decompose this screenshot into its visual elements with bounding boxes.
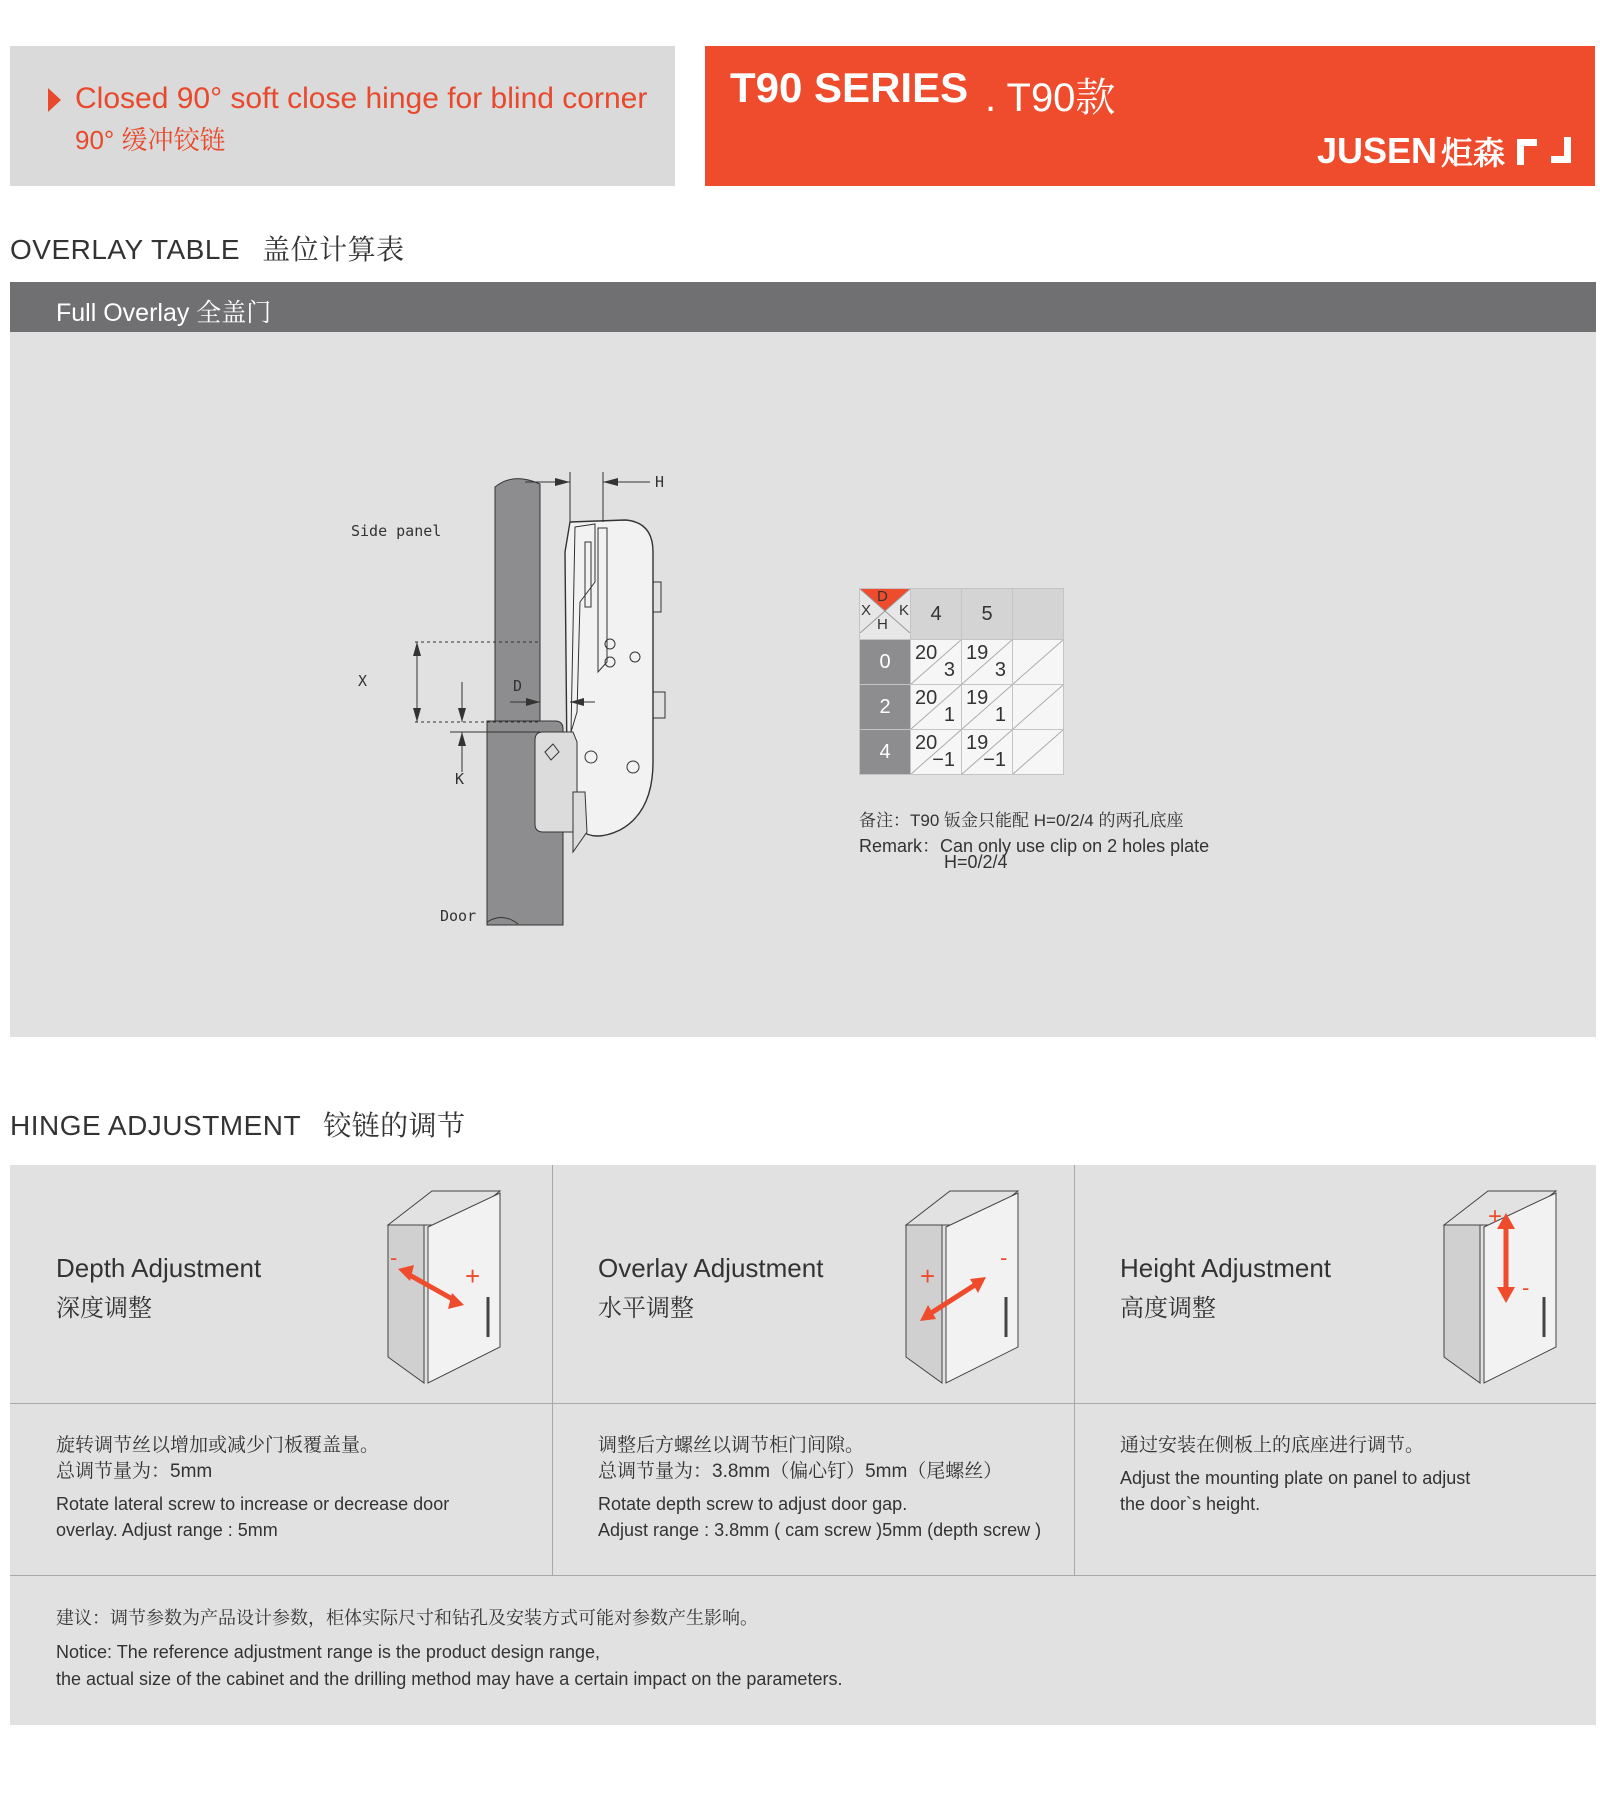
overlay-desc-cn1: 调整后方螺丝以调节柜门间隙。 bbox=[598, 1435, 865, 1456]
table-cell-empty bbox=[1013, 730, 1064, 775]
overlay-title-en: Overlay Adjustment bbox=[598, 1253, 824, 1283]
minus-sign: - bbox=[1522, 1275, 1530, 1300]
adjustment-section-title bbox=[10, 1104, 466, 1144]
cell-k: 1 bbox=[943, 704, 955, 726]
cabinet-overlay-icon bbox=[898, 1187, 1038, 1387]
notice-en1: Notice: The reference adjustment range is the product design range, bbox=[56, 1642, 600, 1662]
door-label: Door bbox=[440, 907, 477, 925]
cell-x: 19 bbox=[966, 642, 989, 664]
overlay-description bbox=[598, 1433, 1041, 1543]
cell-k: −1 bbox=[983, 749, 1006, 771]
plus-sign: + bbox=[920, 1261, 936, 1291]
cell-k: −1 bbox=[932, 749, 955, 771]
depth-description bbox=[56, 1433, 449, 1543]
divider bbox=[10, 1403, 1596, 1404]
table-corner-cell bbox=[860, 589, 911, 640]
k-dim-label: K bbox=[455, 770, 465, 788]
triangle-bullet-icon bbox=[48, 88, 61, 112]
overlay-panel bbox=[10, 332, 1596, 1037]
height-desc-cn1: 通过安装在侧板上的底座进行调节。 bbox=[1120, 1435, 1425, 1456]
remark-en: Remark：Can only use clip on 2 holes plate bbox=[859, 836, 1210, 856]
full-overlay-label: Full Overlay 全盖门 bbox=[56, 299, 272, 327]
column-header: 5 bbox=[962, 589, 1013, 640]
corner-d: D bbox=[877, 588, 888, 605]
remark-en-range: H=0/2/4 bbox=[944, 852, 1008, 872]
cell-x: 20 bbox=[915, 732, 938, 754]
hinge-diagram bbox=[351, 432, 715, 932]
hinge-drawing-icon bbox=[395, 432, 715, 932]
series-banner bbox=[705, 46, 1595, 186]
product-title-cn: 90° 缓冲铰链 bbox=[75, 125, 226, 155]
d-dim-label: D bbox=[513, 677, 523, 695]
table-row bbox=[860, 730, 1064, 775]
cell-x: 19 bbox=[966, 732, 989, 754]
depth-desc-en2: overlay. Adjust range : 5mm bbox=[56, 1520, 278, 1540]
table-cell bbox=[911, 640, 962, 685]
plus-sign: + bbox=[1488, 1203, 1503, 1230]
x-dim-label: X bbox=[358, 672, 368, 690]
height-desc-en1: Adjust the mounting plate on panel to adjust bbox=[1120, 1468, 1471, 1488]
cell-k: 3 bbox=[943, 659, 955, 681]
notice-en2: the actual size of the cabinet and the drilling method may have a certain impact on the parameters. bbox=[56, 1669, 843, 1689]
adjustment-panel bbox=[10, 1165, 1596, 1725]
overlay-section-title bbox=[10, 228, 405, 268]
table-cell-empty bbox=[1013, 685, 1064, 730]
table-cell bbox=[962, 685, 1013, 730]
depth-desc-cn1: 旋转调节丝以增加或减少门板覆盖量。 bbox=[56, 1435, 380, 1456]
cell-k: 1 bbox=[994, 704, 1006, 726]
table-cell bbox=[911, 730, 962, 775]
cabinet-depth-icon bbox=[380, 1187, 520, 1387]
height-adjustment-card bbox=[1074, 1165, 1596, 1403]
corner-k: K bbox=[898, 602, 909, 619]
h-dim-label: H bbox=[655, 473, 665, 491]
table-row bbox=[860, 685, 1064, 730]
remark-cn: 备注：T90 钣金只能配 H=0/2/4 的两孔底座 bbox=[859, 811, 1184, 830]
brand-name-cn: 炬森 bbox=[1440, 135, 1505, 171]
height-title-en: Height Adjustment bbox=[1120, 1253, 1332, 1283]
overlay-table bbox=[859, 588, 1064, 775]
overlay-desc-cn2: 总调节量为：3.8mm（偏心钉）5mm（尾螺丝） bbox=[598, 1461, 1003, 1482]
minus-sign: - bbox=[390, 1245, 398, 1270]
overlay-desc-en1: Rotate depth screw to adjust door gap. bbox=[598, 1494, 908, 1514]
depth-title-cn: 深度调整 bbox=[56, 1295, 152, 1322]
side-panel-label: Side panel bbox=[351, 522, 442, 540]
depth-adjustment-card bbox=[10, 1165, 552, 1403]
full-overlay-bar bbox=[10, 282, 1596, 332]
series-name: T90 SERIES bbox=[730, 64, 969, 111]
column-header: 4 bbox=[911, 589, 962, 640]
minus-sign: - bbox=[1000, 1245, 1008, 1270]
adjustment-title-en: HINGE ADJUSTMENT bbox=[10, 1110, 302, 1141]
model-name: . T90款 bbox=[985, 76, 1116, 120]
row-header: 4 bbox=[860, 730, 911, 775]
height-desc-en2: the door`s height. bbox=[1120, 1494, 1261, 1514]
divider bbox=[10, 1575, 1596, 1576]
table-cell bbox=[911, 685, 962, 730]
brand-name: JUSEN bbox=[1316, 130, 1437, 171]
table-cell bbox=[962, 730, 1013, 775]
overlay-title-cn: 水平调整 bbox=[598, 1295, 694, 1322]
product-title-box bbox=[10, 46, 675, 186]
brand-logo bbox=[1317, 128, 1573, 174]
brand-mark-icon bbox=[1515, 135, 1573, 167]
row-header: 0 bbox=[860, 640, 911, 685]
cell-x: 20 bbox=[915, 687, 938, 709]
table-row bbox=[860, 640, 1064, 685]
depth-title-en: Depth Adjustment bbox=[56, 1253, 262, 1283]
row-header: 2 bbox=[860, 685, 911, 730]
notice-cn: 建议：调节参数为产品设计参数，柜体实际尺寸和钻孔及安装方式可能对参数产生影响。 bbox=[56, 1608, 758, 1628]
overlay-title-en: OVERLAY TABLE bbox=[10, 234, 241, 265]
notice bbox=[56, 1605, 842, 1693]
table-cell bbox=[962, 640, 1013, 685]
corner-x: X bbox=[861, 602, 872, 619]
table-cell-empty bbox=[1013, 640, 1064, 685]
height-description bbox=[1120, 1433, 1470, 1517]
column-header-blank bbox=[1013, 589, 1064, 640]
cell-k: 3 bbox=[994, 659, 1006, 681]
adjustment-title-cn: 铰链的调节 bbox=[323, 1110, 466, 1141]
height-title-cn: 高度调整 bbox=[1120, 1295, 1216, 1322]
table-header-row bbox=[860, 589, 1064, 640]
depth-desc-en1: Rotate lateral screw to increase or decrease door bbox=[56, 1494, 450, 1514]
corner-h: H bbox=[877, 616, 888, 633]
plus-sign: + bbox=[465, 1261, 481, 1291]
cell-x: 19 bbox=[966, 687, 989, 709]
overlay-adjustment-card bbox=[552, 1165, 1074, 1403]
depth-desc-cn2: 总调节量为：5mm bbox=[56, 1461, 213, 1482]
overlay-desc-en2: Adjust range : 3.8mm ( cam screw )5mm (depth screw ) bbox=[598, 1520, 1042, 1540]
cabinet-height-icon bbox=[1436, 1187, 1576, 1387]
overlay-title-cn: 盖位计算表 bbox=[262, 234, 405, 265]
product-title-en: Closed 90° soft close hinge for blind corner bbox=[75, 82, 648, 115]
cell-x: 20 bbox=[915, 642, 938, 664]
